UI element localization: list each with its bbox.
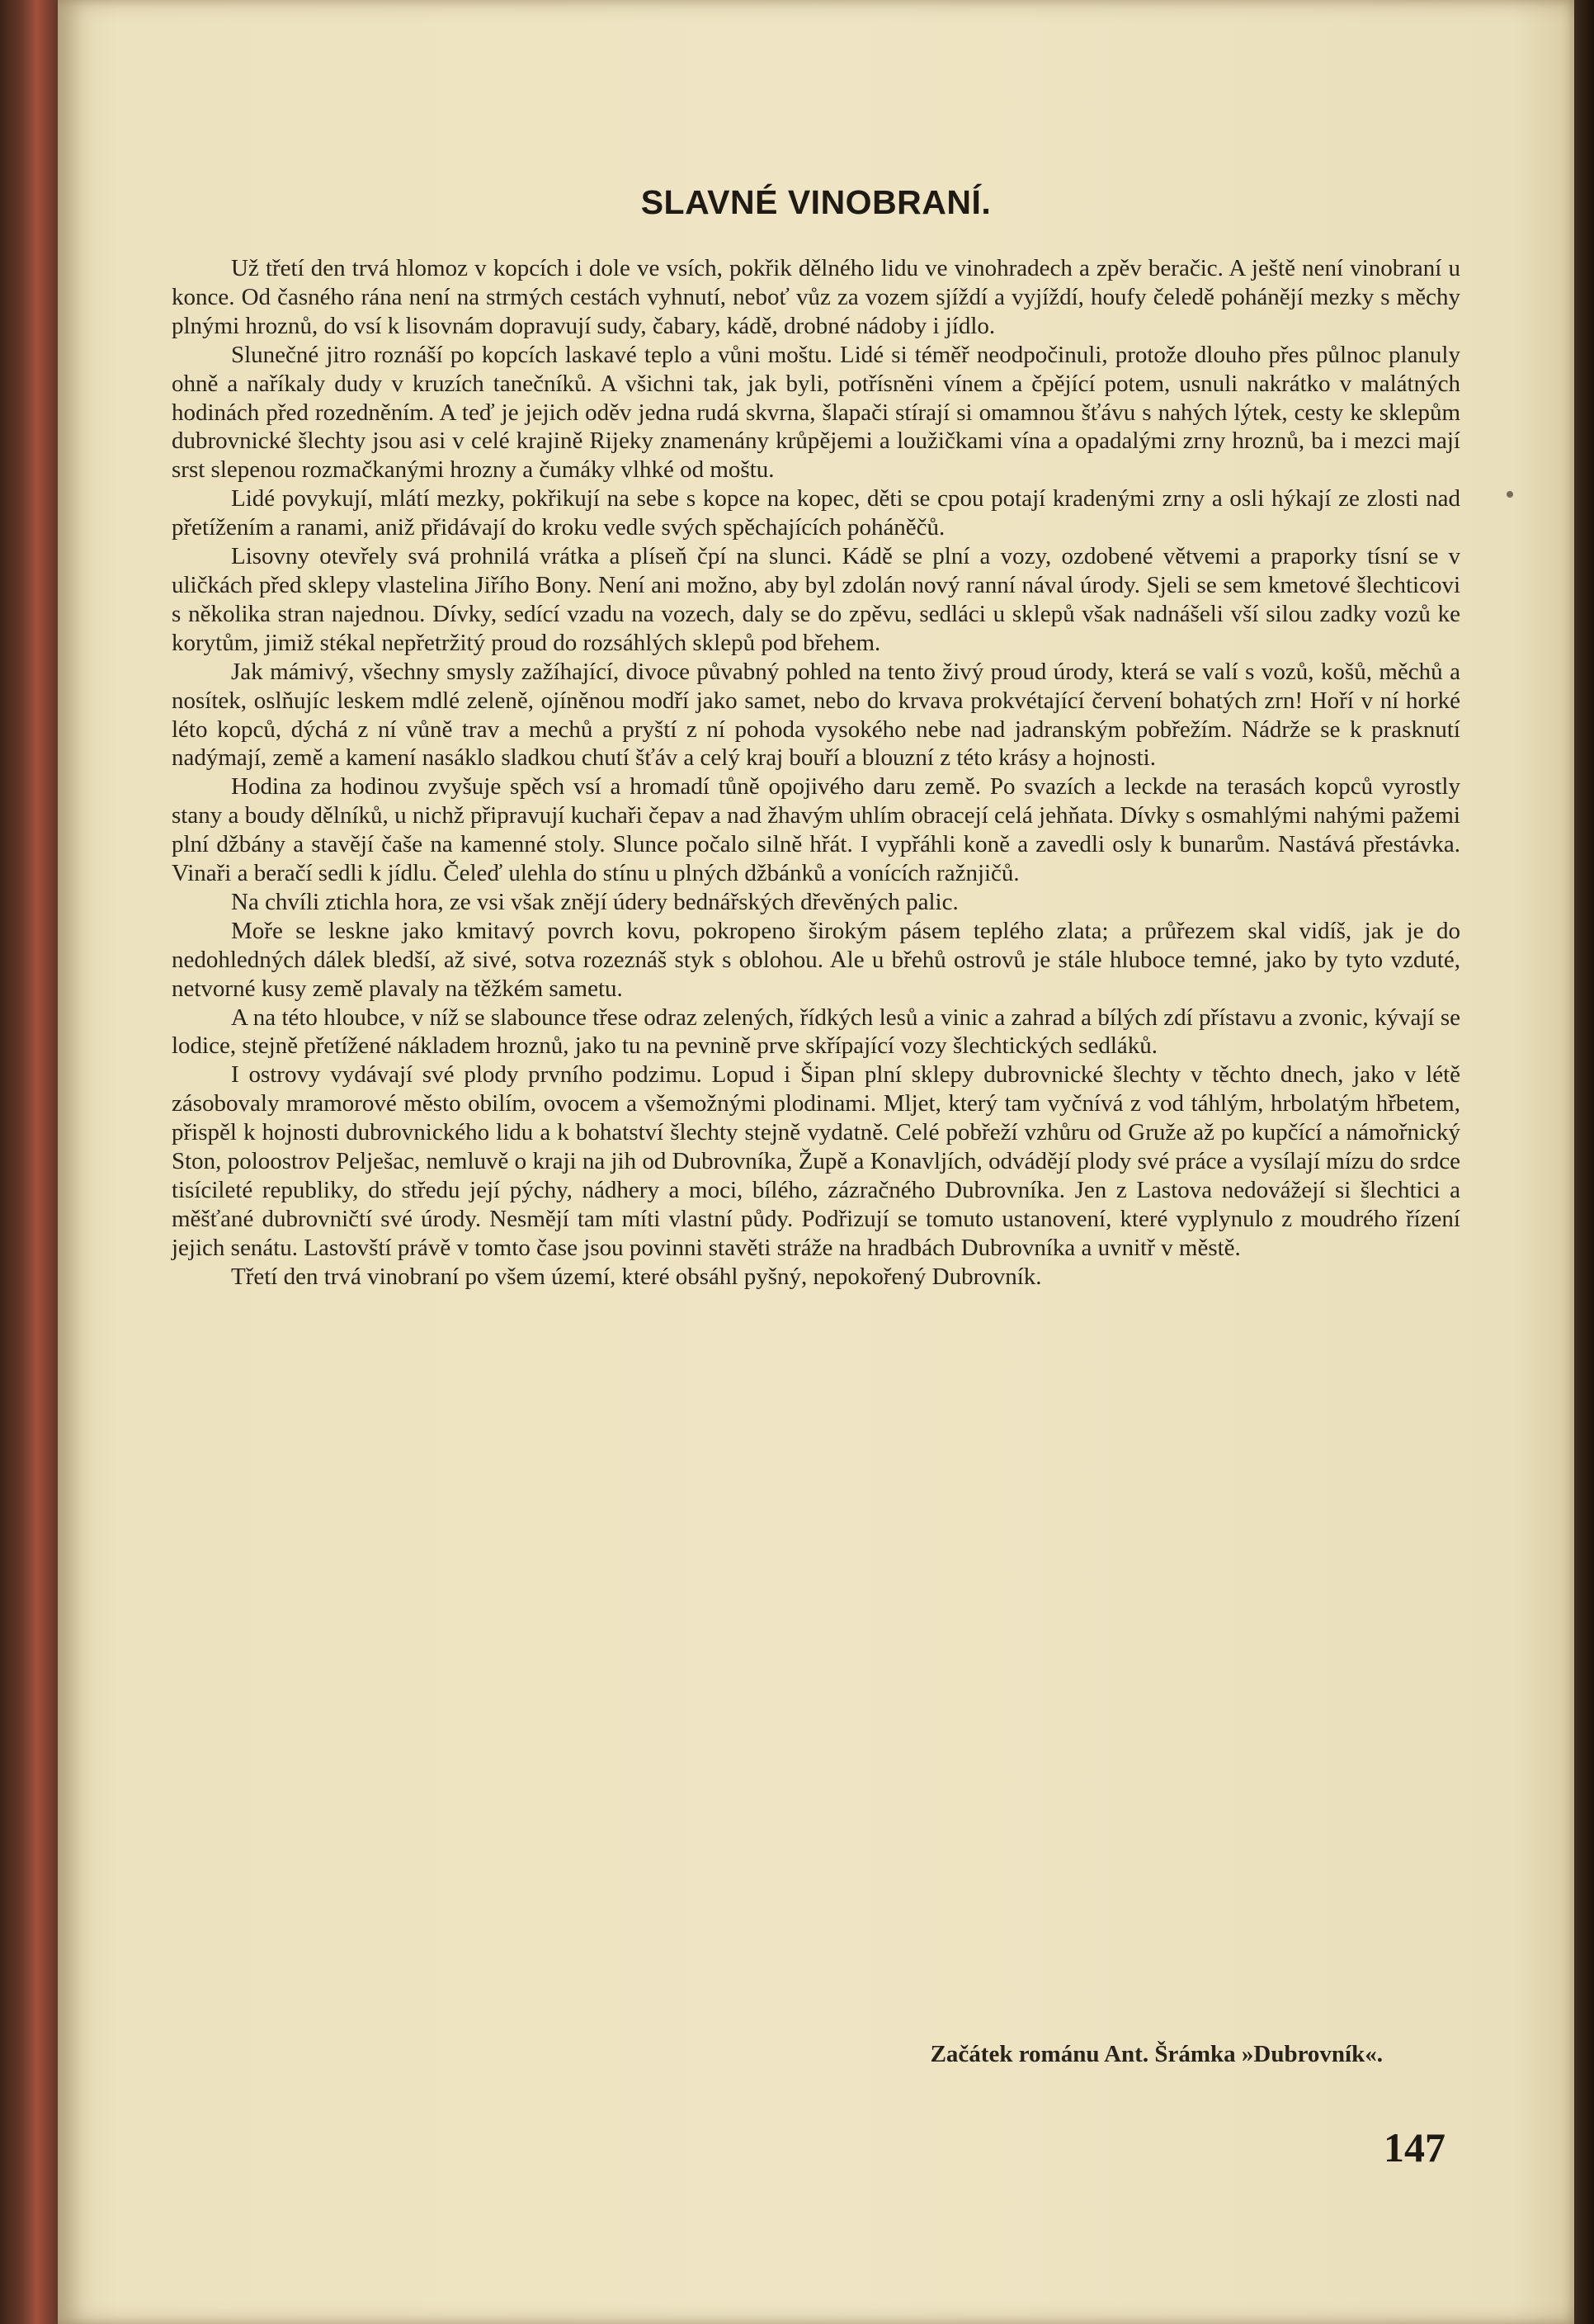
page-title: SLAVNÉ VINOBRANÍ. (640, 183, 992, 221)
paragraph: Už třetí den trvá hlomoz v kopcích i dole ve vsích, pokřik dělného lidu ve vinohradech a zpěv beračic. A ještě není vinobraní u konce. Od časného rána není na strmých cestách vyhnutí, neboť vůz za vozem sjíždí a vyjíždí, houfy čeledě pohánějí mezky s měchy plnými hroznů, do vsí k lisovnám dopravují sudy, čabary, kádě, drobné nádoby i jídlo. (172, 255, 1460, 339)
paragraph: Moře se leskne jako kmitavý povrch kovu, pokropeno širokým pásem teplého zlata; a průřezem skal vidíš, jak je do nedohledných dálek bledší, až sivé, sotva rozeznáš styk s oblohou. Ale u břehů ostrovů je stále hluboce temné, jako by tyto vzduté, netvorné kusy země plavaly na těžkém sametu. (172, 917, 1460, 1002)
paragraph: Lidé povykují, mlátí mezky, pokřikují na sebe s kopce na kopec, děti se cpou potají kradenými zrny a osli hýkají ze zlosti nad přetížením a ranami, aniž přidávají do kroku vedle svých spěchajících poháněčů. (172, 485, 1460, 541)
paragraph: Třetí den trvá vinobraní po všem území, které obsáhl pyšný, nepokořený Dubrovník. (231, 1263, 1042, 1290)
page-edge-shadow (1574, 0, 1594, 2324)
page-sheet (58, 0, 1574, 2324)
body-text (172, 254, 1460, 1292)
margin-dot-mark (1507, 491, 1513, 498)
paragraph: Lisovny otevřely svá prohnilá vrátka a plíseň čpí na slunci. Kádě se plní a vozy, ozdobené větvemi a praporky tísní se v uličkách před sklepy vlastelina Jiřího Bony. Není ani možno, aby byl zdolán nový ranní nával úrody. Sjeli se sem kmetové šlechticovi s několika stran najednou. Dívky, sedící vzadu na vozech, daly se do zpěvu, sedláci u sklepů však nadnášeli vší silou zadky vozů ke korytům, jimiž stékal nepřetržitý proud do rozsáhlých sklepů pod břehem. (172, 543, 1460, 656)
paragraph: Slunečné jitro roznáší po kopcích laskavé teplo a vůni moštu. Lidé si téměř neodpočinuli, protože dlouho přes půlnoc planuly ohně a naříkaly dudy v kruzích tanečníků. A všichni tak, jak byli, potřísněni vínem a čpějící potem, usnuli nakrátko v malátných hodinách před rozedněním. A teď je jejich oděv jedna rudá skvrna, šlapači stírají si omamnou šťávu s nahých lýtek, cesty ke sklepům dubrovnické šlechty jsou asi v celé krajině Rijeky znamenány krůpějemi a loužičkami vína a opadalými zrny hroznů, ba i mezci mají srst slepenou rozmačkanými hrozny a čumáky vlhké od moštu. (172, 341, 1460, 484)
paragraph: Na chvíli ztichla hora, ze vsi však znějí údery bednářských dřevěných palic. (231, 888, 959, 915)
page-number: 147 (1384, 2124, 1445, 2170)
source-attribution: Začátek románu Ant. Šrámka »Dubrovník«. (930, 2041, 1383, 2067)
paragraph: Jak mámivý, všechny smysly zažíhající, divoce půvabný pohled na tento živý proud úrody, která se valí s vozů, košů, měchů a nosítek, oslňujíc leskem mdlé zeleně, ojíněnou modří jako samet, nebo do krvava prokvétající červení bohatých zrn! Hoří v ní horké léto kopců, dýchá z ní vůně trav a mechů a pryští z ní pohoda vysokého nebe nad jadranským pobřežím. Nádrže se k prasknutí nadýmají, země a kamení nasáklo sladkou chutí šťáv a celý kraj bouří a blouzní z této krásy a hojnosti. (172, 658, 1460, 772)
paragraph: I ostrovy vydávají své plody prvního podzimu. Lopud i Šipan plní sklepy dubrovnické šlechty v těchto dnech, jako v létě zásobovaly mramorové město obilím, ovocem a všemožnými plodinami. Mljet, který tam vyčnívá z vod táhlým, hrbolatým hřbetem, přispěl k hojnosti dubrovnického lidu a k bohatství šlechty stejně vydatně. Celé pobřeží vzhůru od Gruže až po kupčící a námořnický Ston, poloostrov Pelješac, nemluvě o kraji na jih od Dubrovníka, Župě a Konavljích, odvádějí plody své práce a vysílají mízu do srdce tisícileté republiky, do středu její pýchy, nádhery a moci, bílého, zázračného Dubrovníka. Jen z Lastova nedovážejí si šlechtici a měšťané dubrovničtí své úrody. Nesmějí tam míti vlastní půdy. Podřizují se tomuto ustanovení, které vyplynulo z moudrého řízení jejich senátu. Lastovští právě v tomto čase jsou povinni stavěti stráže na hradbách Dubrovníka a uvnitř v městě. (172, 1061, 1460, 1261)
paragraph: A na této hloubce, v níž se slabounce třese odraz zelených, řídkých lesů a vinic a zahrad a bílých zdí přístavu a zvonic, kývají se lodice, stejně přetížené nákladem hroznů, jako tu na pevnině prve skřípající vozy šlechtických sedláků. (172, 1004, 1460, 1060)
paragraph: Hodina za hodinou zvyšuje spěch vsí a hromadí tůně opojivého daru země. Po svazích a leckde na terasách kopců vyrostly stany a boudy dělníků, u nichž připravují kuchaři čepav a nad žhavým uhlím obracejí celá jehňata. Dívky s osmahlými nahými pažemi plní džbány a stavějí čaše na kamenné stoly. Slunce počalo silně hřát. I vypřáhli koně a zavedli osly k bunarům. Nastává přestávka. Vinaři a beračí sedli k jídlu. Čeleď ulehla do stínu u plných džbánků a vonících ražnjičů. (172, 773, 1460, 887)
book-spine (0, 0, 66, 2324)
